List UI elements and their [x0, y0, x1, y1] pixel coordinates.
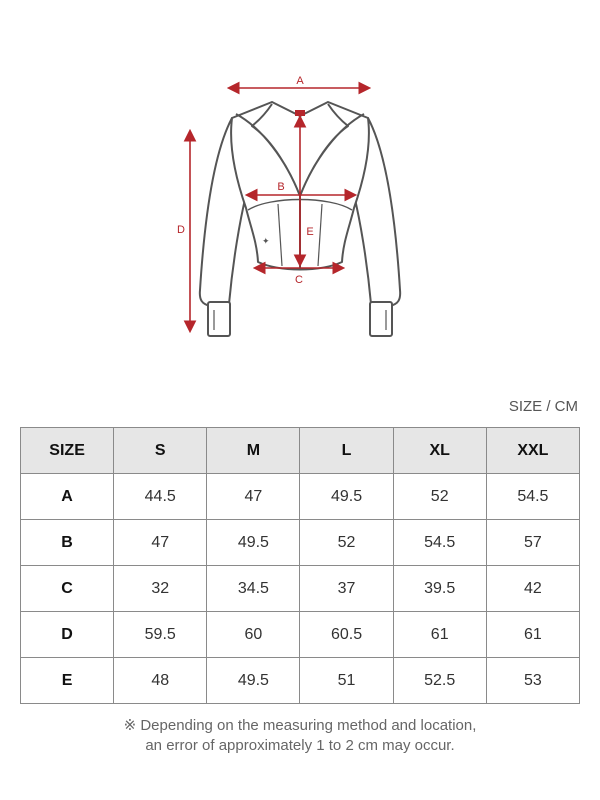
measure-b-label: B	[277, 181, 285, 193]
header-m: M	[207, 428, 300, 474]
table-cell: 52	[393, 474, 486, 520]
table-row	[21, 612, 580, 658]
header-xl: XL	[393, 428, 486, 474]
table-row	[21, 566, 580, 612]
table-cell: 49.5	[300, 474, 393, 520]
left-cuff	[208, 302, 230, 336]
table-header-row	[21, 428, 580, 474]
table-cell: 49.5	[207, 520, 300, 566]
measure-d-label: D	[177, 224, 185, 236]
note-line-2: an error of approximately 1 to 2 cm may occur.	[145, 737, 455, 754]
table-cell: 34.5	[207, 566, 300, 612]
garment-diagram	[160, 60, 440, 360]
table-cell: 54.5	[486, 474, 579, 520]
header-xxl: XXL	[486, 428, 579, 474]
table-cell: 52.5	[393, 658, 486, 704]
row-label: A	[21, 474, 114, 520]
table-cell: 39.5	[393, 566, 486, 612]
table-cell: 59.5	[114, 612, 207, 658]
note-line-1: ※ Depending on the measuring method and location,	[123, 717, 477, 734]
table-cell: 48	[114, 658, 207, 704]
row-label: C	[21, 566, 114, 612]
row-label: E	[21, 658, 114, 704]
row-label: B	[21, 520, 114, 566]
chest-logo-icon: ✦	[262, 236, 270, 246]
neck-label-icon	[295, 110, 305, 116]
measure-a-label: A	[296, 75, 304, 87]
table-cell: 60	[207, 612, 300, 658]
unit-label: SIZE / CM	[508, 398, 578, 415]
table-cell: 54.5	[393, 520, 486, 566]
size-chart-table	[20, 427, 580, 704]
header-size: SIZE	[21, 428, 114, 474]
table-row	[21, 474, 580, 520]
table-cell: 61	[393, 612, 486, 658]
table-cell: 53	[486, 658, 579, 704]
table-cell: 61	[486, 612, 579, 658]
table-cell: 32	[114, 566, 207, 612]
table-cell: 47	[114, 520, 207, 566]
header-s: S	[114, 428, 207, 474]
measure-c-label: C	[295, 274, 303, 286]
row-label: D	[21, 612, 114, 658]
table-row	[21, 520, 580, 566]
table-cell: 51	[300, 658, 393, 704]
table-cell: 44.5	[114, 474, 207, 520]
table-row	[21, 658, 580, 704]
measurement-note	[0, 716, 600, 756]
header-l: L	[300, 428, 393, 474]
table-cell: 57	[486, 520, 579, 566]
table-cell: 42	[486, 566, 579, 612]
table-cell: 49.5	[207, 658, 300, 704]
measure-e-label: E	[306, 226, 314, 238]
table-cell: 52	[300, 520, 393, 566]
table-cell: 47	[207, 474, 300, 520]
table-cell: 60.5	[300, 612, 393, 658]
table-cell: 37	[300, 566, 393, 612]
right-cuff	[370, 302, 392, 336]
